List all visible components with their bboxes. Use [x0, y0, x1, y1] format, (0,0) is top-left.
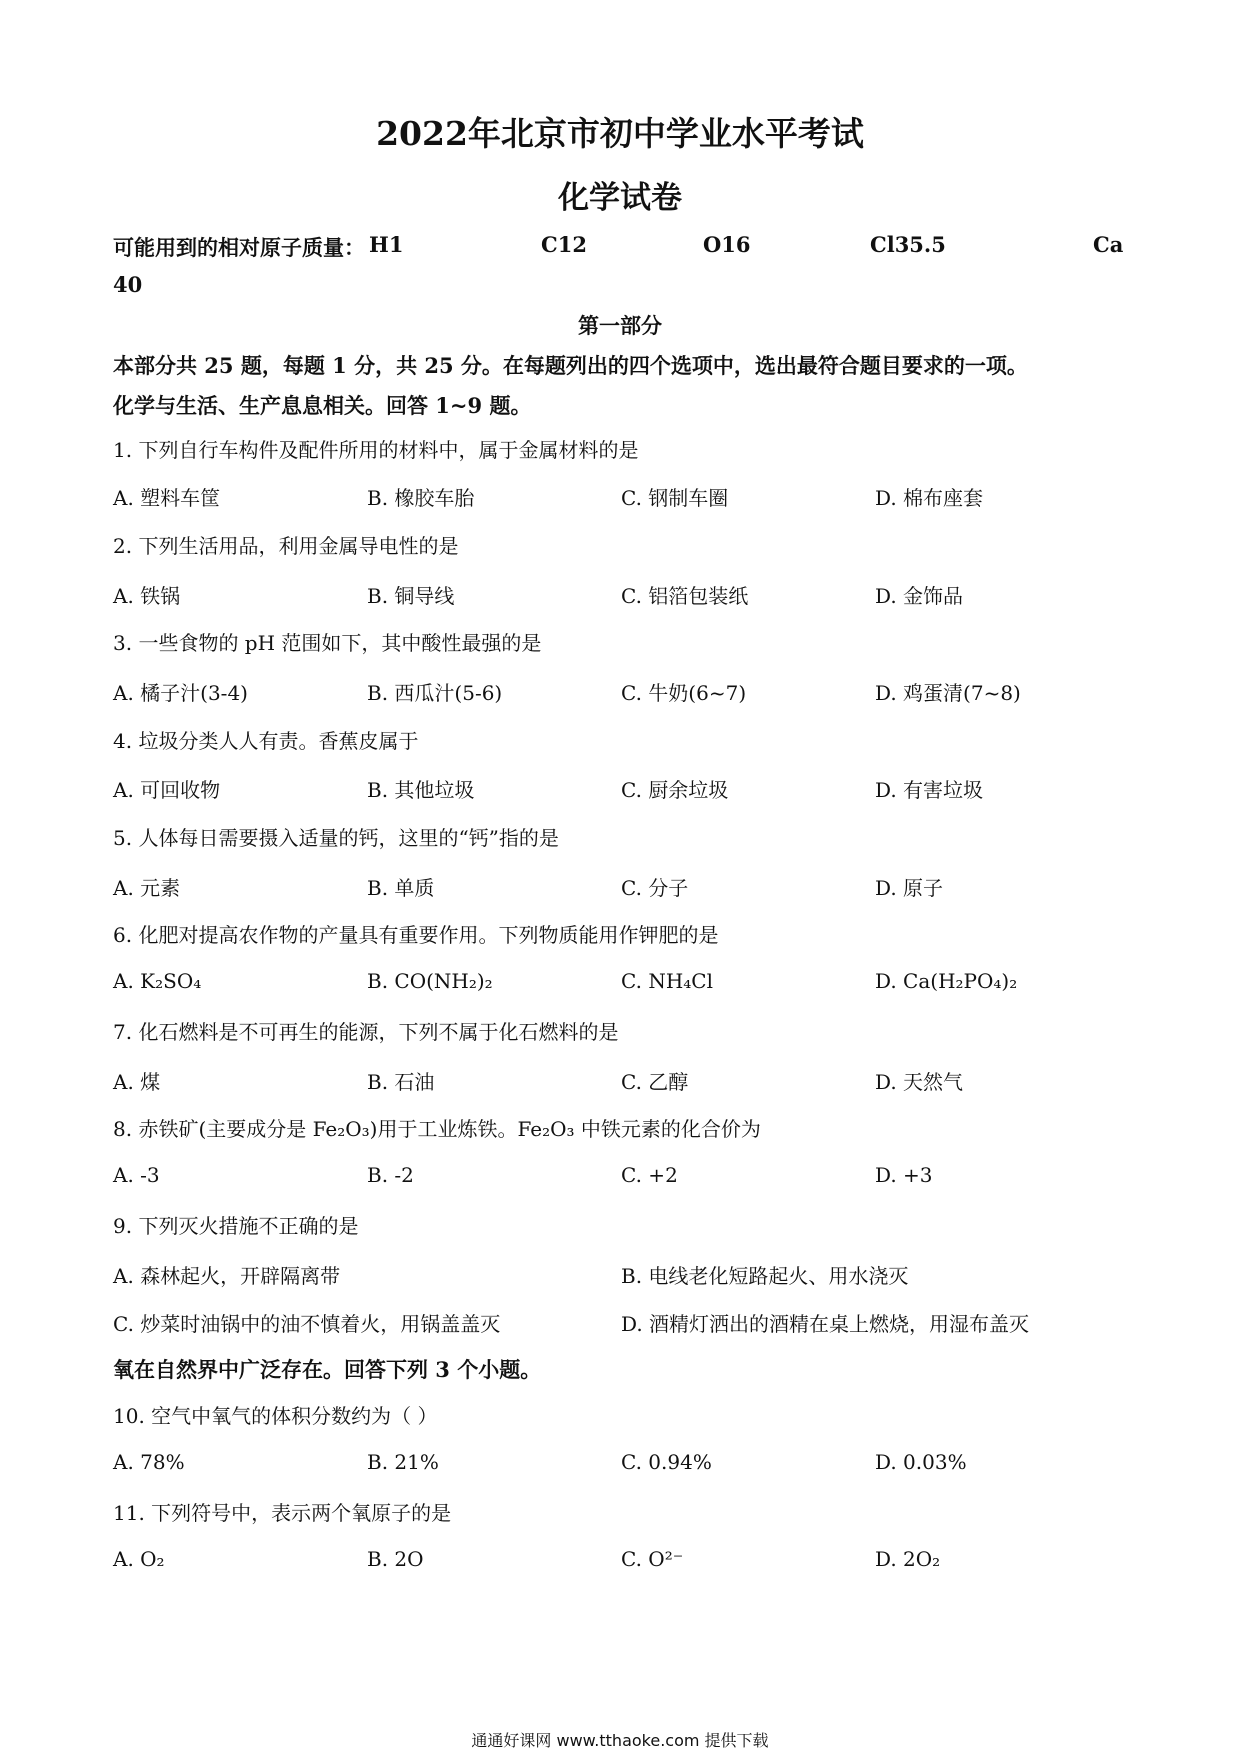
question-2: 2. 下列生活用品，利用金属导电性的是	[113, 534, 459, 558]
option-d: D. 有害垃圾	[875, 778, 984, 802]
option-b: B. 橡胶车胎	[367, 486, 475, 510]
option-d: D. 2O₂	[875, 1547, 941, 1571]
question-11: 11. 下列符号中，表示两个氧原子的是	[113, 1501, 452, 1525]
option-a: A. 森林起火，开辟隔离带	[113, 1264, 341, 1288]
exam-title: 2022年北京市初中学业水平考试	[376, 114, 864, 153]
question-3-options	[113, 677, 1133, 705]
option-b: B. 铜导线	[367, 584, 455, 608]
part-one-heading: 第一部分	[578, 313, 662, 338]
option-a: A. 塑料车筐	[113, 486, 221, 510]
option-a: A. 78%	[113, 1450, 185, 1474]
option-b: B. 西瓜汁(5-6)	[367, 681, 503, 705]
question-5-options	[113, 872, 1133, 900]
atomic-masses-label: 可能用到的相对原子质量：	[113, 235, 365, 260]
option-a: A. 铁锅	[113, 584, 181, 608]
question-5: 5. 人体每日需要摄入适量的钙，这里的“钙”指的是	[113, 826, 559, 850]
option-c: C. 分子	[621, 876, 689, 900]
option-a: A. 橘子汁(3-4)	[113, 681, 248, 705]
atomic-mass-o: O16	[703, 232, 751, 257]
group2-intro: 氧在自然界中广泛存在。回答下列 3 个小题。	[113, 1357, 542, 1382]
option-c: C. 钢制车圈	[621, 486, 729, 510]
part-one-instructions: 本部分共 25 题，每题 1 分，共 25 分。在每题列出的四个选项中，选出最符合题目要求的一项。	[113, 353, 1028, 378]
option-b: B. CO(NH₂)₂	[367, 969, 493, 993]
formula-a: K₂SO₄	[140, 969, 202, 993]
question-9-options-row1	[113, 1260, 1133, 1288]
question-1: 1. 下列自行车构件及配件所用的材料中，属于金属材料的是	[113, 438, 639, 462]
option-d: D. 鸡蛋清(7~8)	[875, 681, 1021, 705]
option-b: B. 单质	[367, 876, 435, 900]
question-3: 3. 一些食物的 pH 范围如下，其中酸性最强的是	[113, 631, 542, 655]
question-10: 10. 空气中氧气的体积分数约为（ ）	[113, 1404, 438, 1428]
formula-c: NH₄Cl	[648, 969, 713, 993]
group1-intro: 化学与生活、生产息息相关。回答 1~9 题。	[113, 393, 532, 418]
question-9-options-row2	[113, 1308, 1133, 1336]
option-d: D. 棉布座套	[875, 486, 984, 510]
option-c: C. 乙醇	[621, 1070, 689, 1094]
option-c: C. 炒菜时油锅中的油不慎着火，用锅盖盖灭	[113, 1312, 501, 1336]
option-d: D. +3	[875, 1163, 933, 1187]
option-d: D. 金饰品	[875, 584, 964, 608]
option-c: C. O²⁻	[621, 1547, 684, 1571]
option-a: A. 元素	[113, 876, 181, 900]
atomic-mass-cl: Cl35.5	[870, 232, 946, 257]
question-10-options	[113, 1450, 1133, 1478]
question-6-options	[113, 969, 1133, 997]
option-c: C. 牛奶(6~7)	[621, 681, 747, 705]
question-6: 6. 化肥对提高农作物的产量具有重要作用。下列物质能用作钾肥的是	[113, 923, 719, 947]
question-7-options	[113, 1066, 1133, 1094]
option-b: B. -2	[367, 1163, 414, 1187]
question-4-options	[113, 774, 1133, 802]
exam-subtitle: 化学试卷	[558, 180, 682, 216]
option-c: C. 厨余垃圾	[621, 778, 729, 802]
option-c: C. NH₄Cl	[621, 969, 713, 993]
option-b: B. 石油	[367, 1070, 435, 1094]
option-b: B. 其他垃圾	[367, 778, 475, 802]
question-11-options	[113, 1547, 1133, 1575]
question-4: 4. 垃圾分类人人有责。香蕉皮属于	[113, 729, 419, 753]
option-a: A. -3	[113, 1163, 160, 1187]
option-c: C. 0.94%	[621, 1450, 712, 1474]
option-d: D. 天然气	[875, 1070, 964, 1094]
atomic-mass-c: C12	[541, 232, 587, 257]
option-a: A. 可回收物	[113, 778, 221, 802]
option-d: D. 0.03%	[875, 1450, 967, 1474]
option-a: A. O₂	[113, 1547, 165, 1571]
question-2-options	[113, 580, 1133, 608]
atomic-mass-ca: Ca	[1093, 232, 1124, 257]
option-b: B. 电线老化短路起火、用水浇灭	[621, 1264, 909, 1288]
question-8: 8. 赤铁矿(主要成分是 Fe₂O₃)用于工业炼铁。Fe₂O₃ 中铁元素的化合价为	[113, 1117, 761, 1141]
option-c: C. +2	[621, 1163, 678, 1187]
atomic-mass-ca-value: 40	[113, 272, 143, 297]
option-a: A. K₂SO₄	[113, 969, 202, 993]
option-b: B. 2O	[367, 1547, 424, 1571]
option-b: B. 21%	[367, 1450, 439, 1474]
question-1-options	[113, 482, 1133, 510]
question-7: 7. 化石燃料是不可再生的能源，下列不属于化石燃料的是	[113, 1020, 619, 1044]
question-8-options	[113, 1163, 1133, 1191]
option-d: D. 原子	[875, 876, 944, 900]
option-d: D. Ca(H₂PO₄)₂	[875, 969, 1018, 993]
formula-b: CO(NH₂)₂	[394, 969, 493, 993]
option-c: C. 铝箔包装纸	[621, 584, 749, 608]
formula-d: Ca(H₂PO₄)₂	[903, 969, 1018, 993]
option-a: A. 煤	[113, 1070, 161, 1094]
option-d: D. 酒精灯洒出的酒精在桌上燃烧，用湿布盖灭	[621, 1312, 1030, 1336]
atomic-mass-h: H1	[369, 232, 404, 257]
page-footer: 通通好课网 www.tthaoke.com 提供下载	[471, 1731, 769, 1750]
question-9: 9. 下列灭火措施不正确的是	[113, 1214, 359, 1238]
